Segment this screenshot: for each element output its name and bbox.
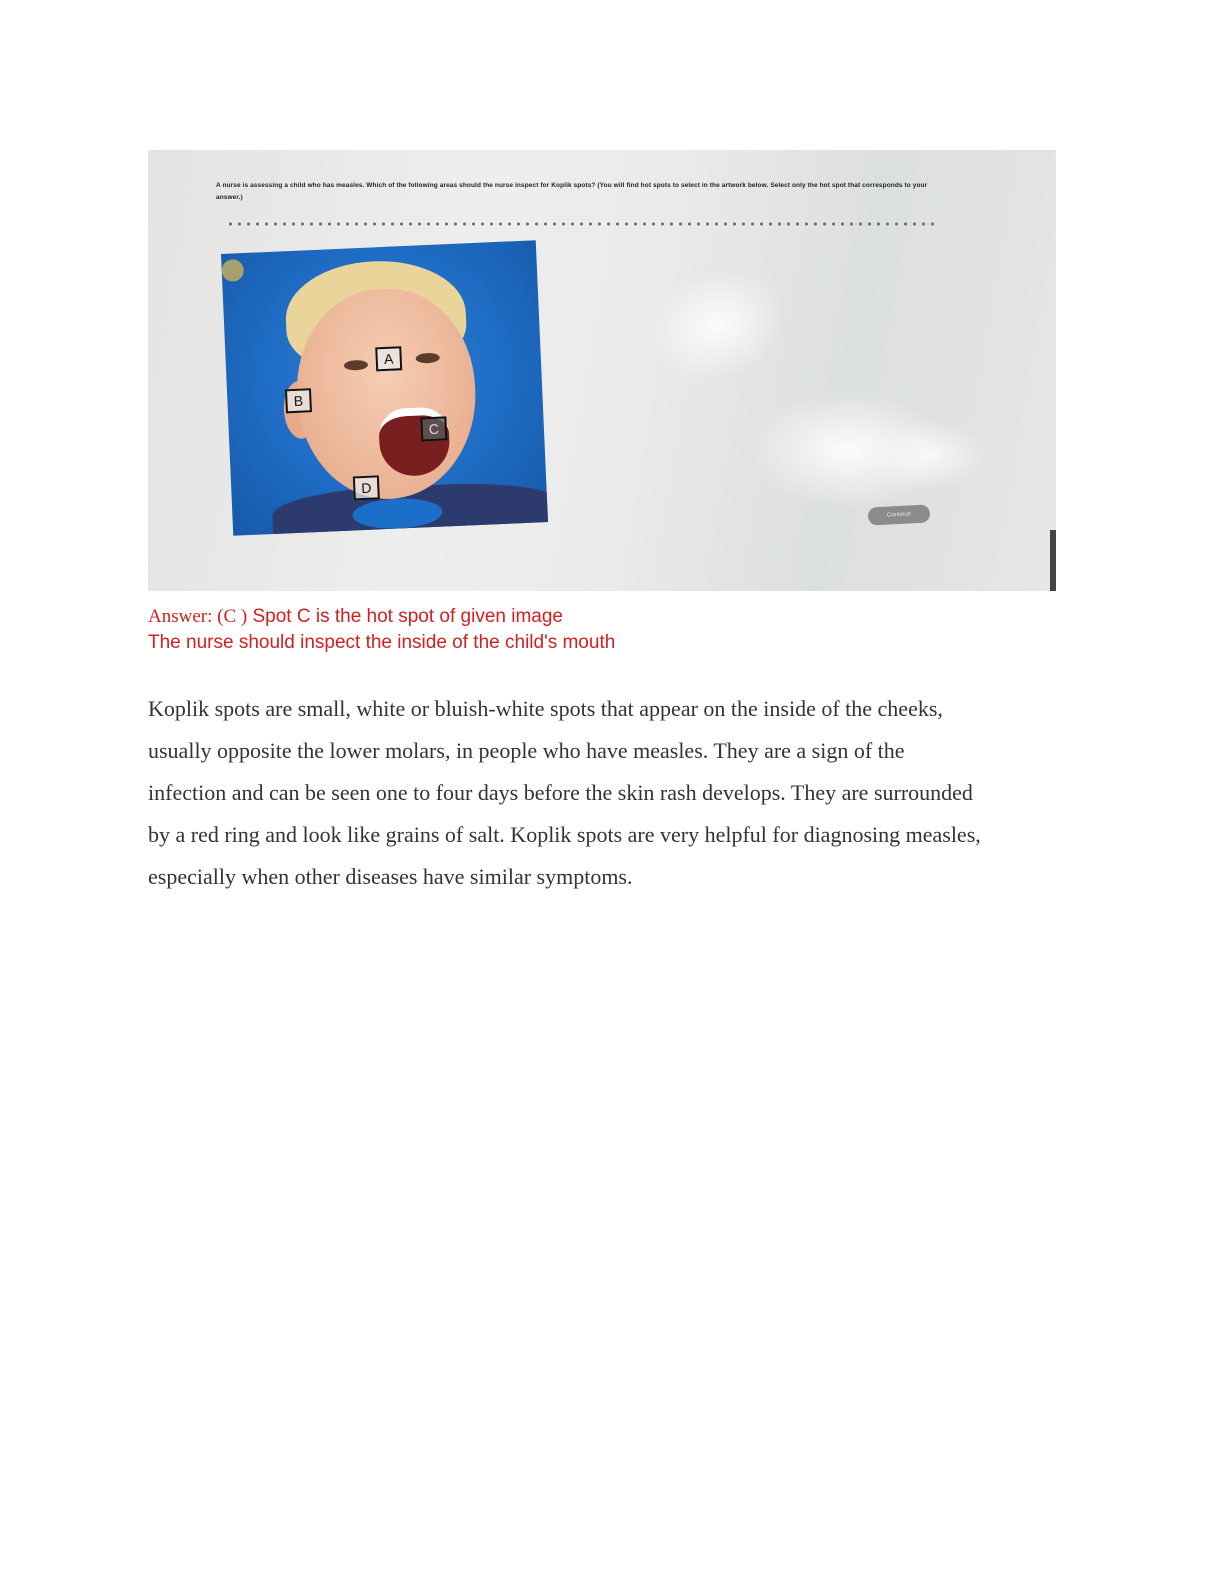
hotspot-c[interactable]: C (420, 416, 447, 441)
child-face-artwork (221, 240, 548, 535)
hotspot-d[interactable]: D (353, 475, 380, 500)
hotspot-b[interactable]: B (285, 388, 312, 413)
screen-edge (1050, 530, 1056, 591)
hotspot-a[interactable]: A (375, 346, 402, 371)
corner-marker (221, 259, 244, 282)
screen-glare (868, 420, 988, 490)
answer-block (148, 604, 615, 656)
answer-line-1 (148, 604, 615, 630)
answer-statement: Spot C is the hot spot of given image (247, 606, 563, 627)
question-text: A nurse is assessing a child who has measles. Which of the following areas should the nurse inspect for Koplik spots? (You will find hot spots to select in the artwork below. Select only the hot spot that corresponds to your answer.) (216, 182, 928, 201)
explanation-paragraph: Koplik spots are small, white or bluish-white spots that appear on the inside of the cheeks, usually opposite the lower molars, in people who have measles. They are a sign of the infection and can be seen one to four days before the skin rash develops. They are surrounded by a red ring and look like grains of salt. Koplik spots are very helpful for diagnosing measles, especially when other diseases have similar symptoms. (148, 696, 981, 889)
screen-glare (633, 249, 802, 400)
dotted-divider (226, 222, 936, 226)
answer-line-2: The nurse should inspect the inside of the child's mouth (148, 632, 616, 653)
answer-prefix: Answer: (C ) (148, 606, 248, 627)
question-screenshot (148, 150, 1056, 591)
continue-button[interactable]: Continue (868, 504, 931, 525)
